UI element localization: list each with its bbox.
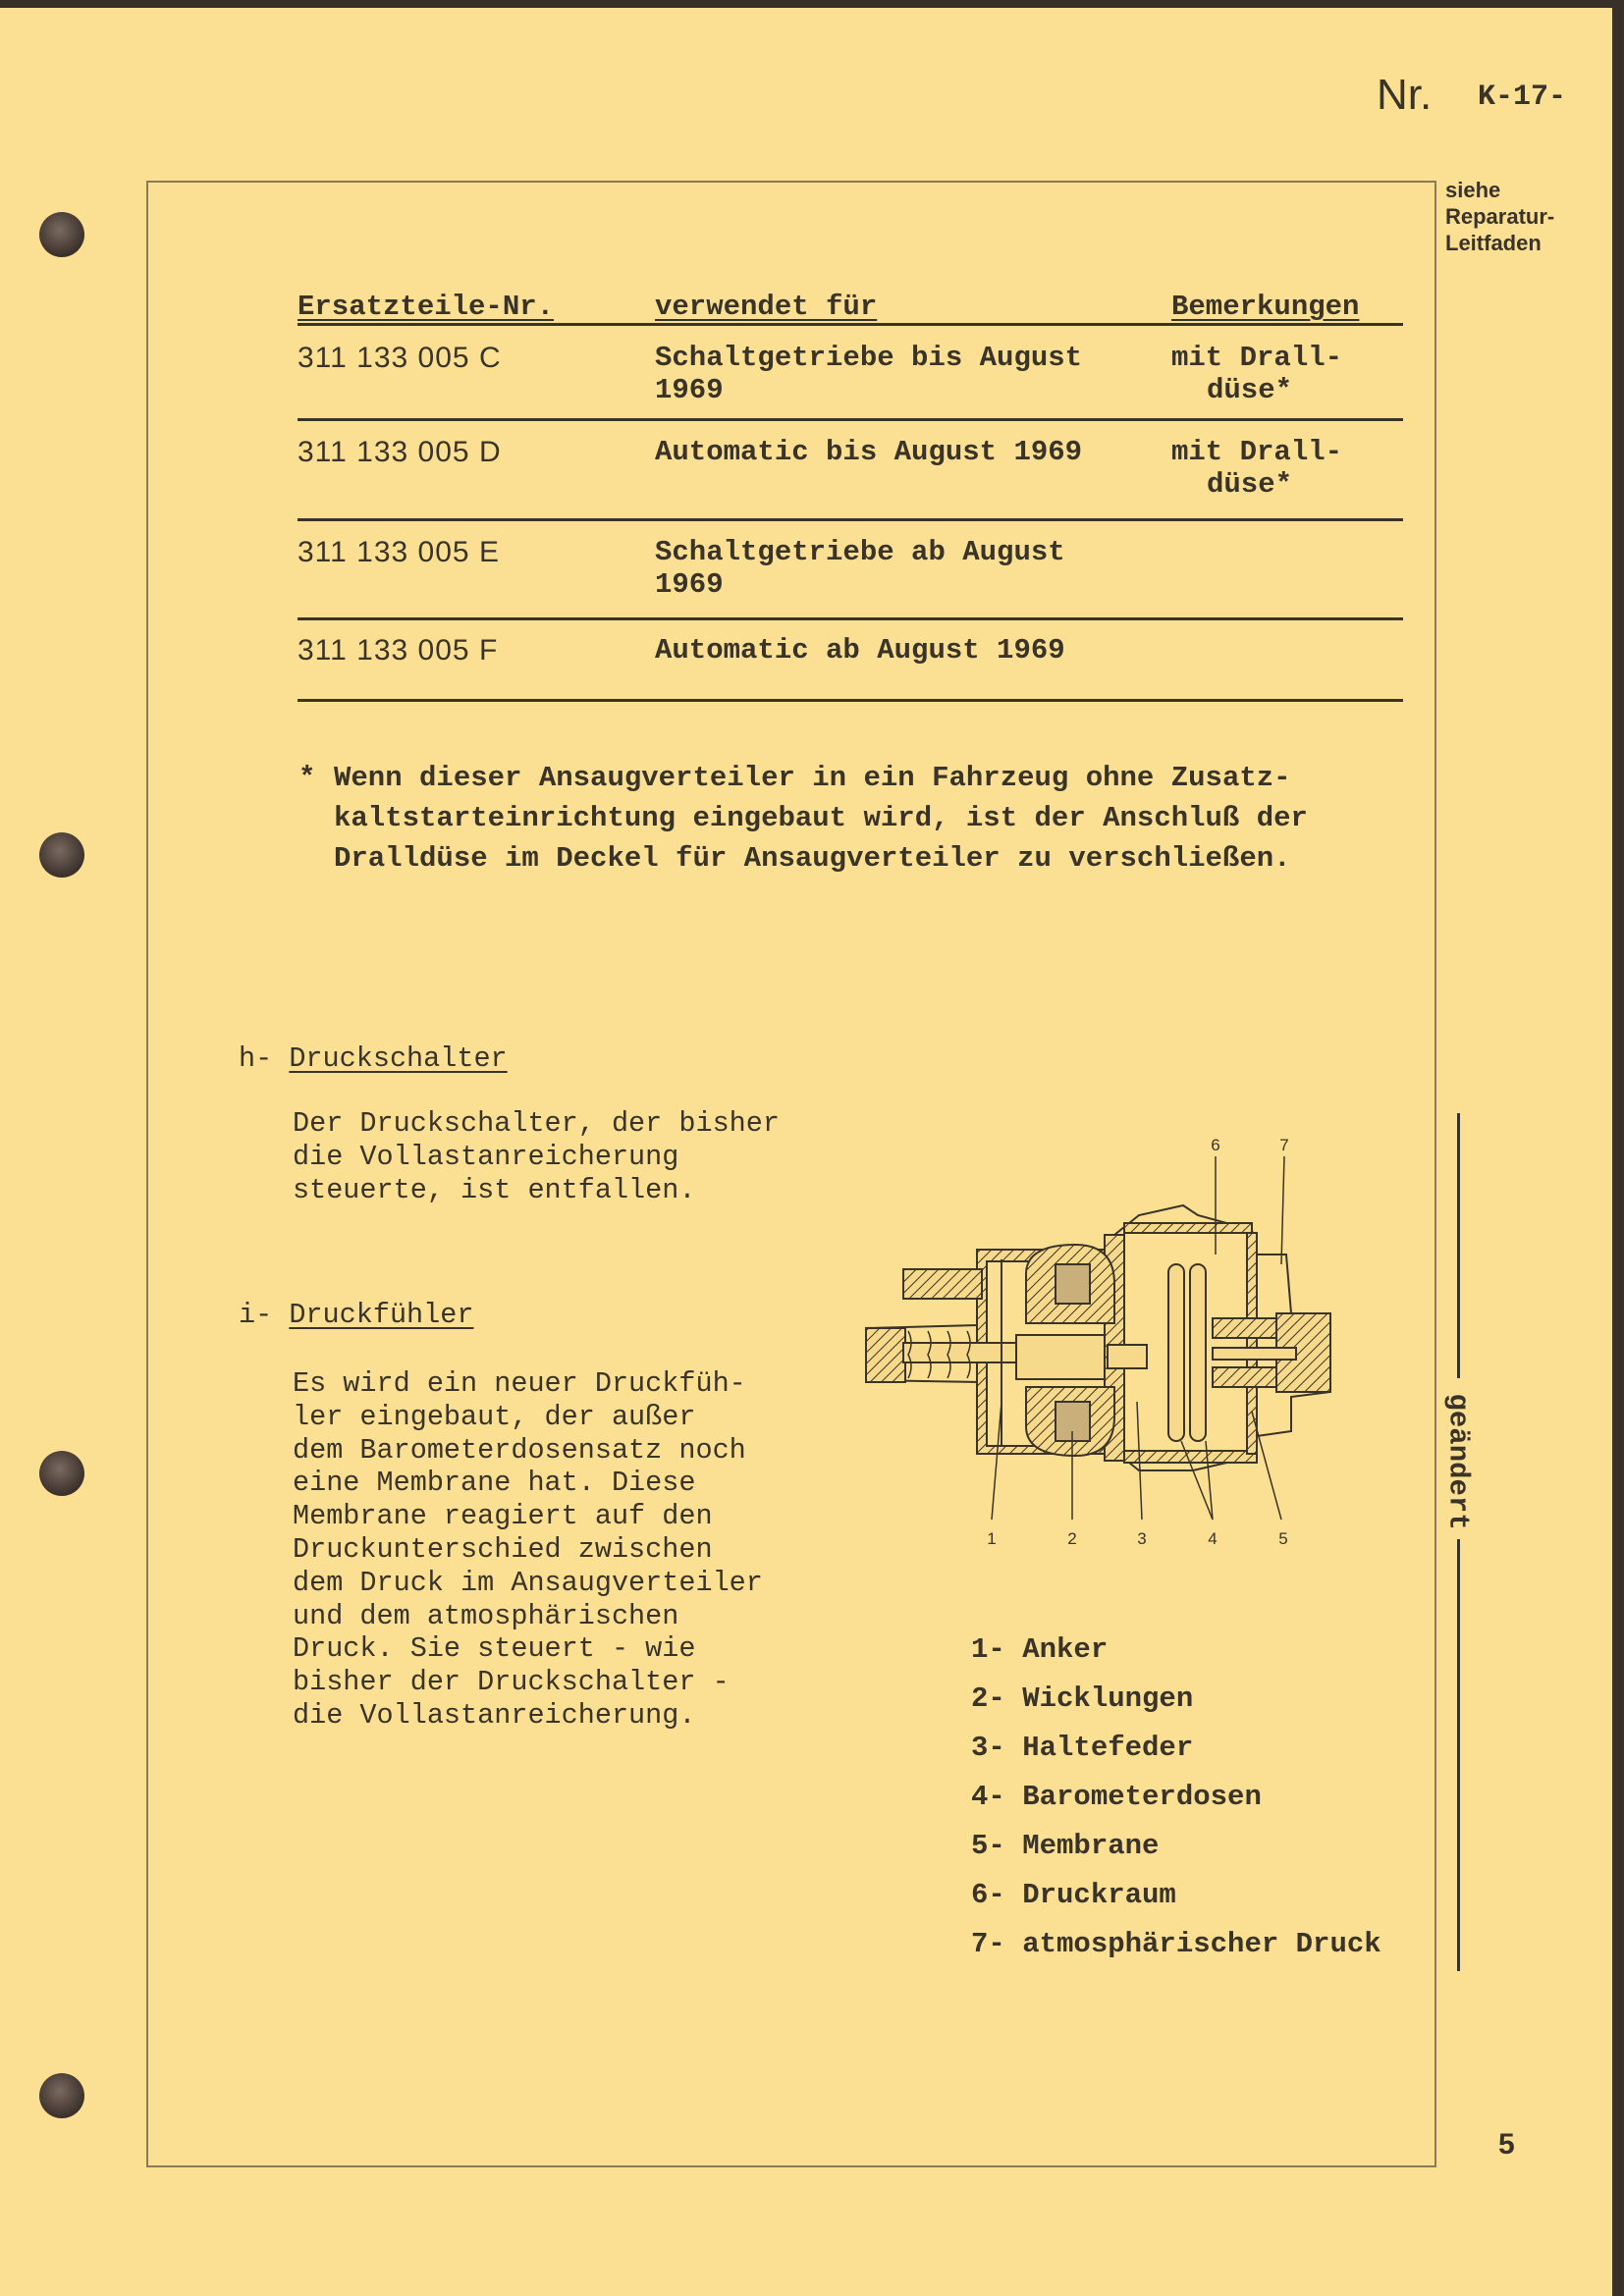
section-title: Druckfühler — [289, 1299, 474, 1331]
footnote-line: Dralldüse im Deckel für Ansaugverteiler zu verschließen. — [334, 842, 1291, 875]
section-i-body — [293, 1367, 763, 1733]
side-note-line: siehe — [1445, 178, 1501, 202]
body-line: dem Barometerdosensatz noch — [293, 1433, 746, 1467]
side-note-line: Reparatur- — [1445, 204, 1555, 229]
divider — [298, 323, 1403, 326]
part-number: 311 133 005 E — [298, 536, 500, 568]
footnote-line: kaltstarteinrichtung eingebaut wird, ist der Anschluß der — [334, 802, 1308, 834]
side-note-line: Leitfaden — [1445, 231, 1542, 255]
body-line: Druckunterschied zwischen — [293, 1532, 713, 1566]
document-number: K-17- — [1478, 80, 1567, 114]
body-line: Membrane reagiert auf den — [293, 1500, 713, 1533]
used-for: Schaltgetriebe ab August — [655, 536, 1065, 568]
side-note — [1445, 177, 1554, 256]
punch-hole — [39, 1451, 84, 1496]
body-line: die Vollastanreicherung — [293, 1140, 679, 1173]
divider — [298, 699, 1403, 702]
body-line: Es wird ein neuer Druckfüh- — [293, 1367, 746, 1400]
body-line: die Vollastanreicherung. — [293, 1698, 696, 1732]
callout-3: 3 — [1137, 1529, 1147, 1548]
part-number: 311 133 005 C — [298, 342, 502, 374]
part-number: 311 133 005 F — [298, 634, 499, 667]
footnote-line: Wenn dieser Ansaugverteiler in ein Fahrzeug ohne Zusatz- — [334, 762, 1291, 794]
used-for: Schaltgetriebe bis August — [655, 342, 1083, 374]
legend-item: 6- Druckraum — [971, 1879, 1176, 1911]
change-bar — [1457, 1113, 1460, 1378]
used-for: Automatic bis August 1969 — [655, 436, 1083, 468]
section-h-body — [293, 1107, 780, 1206]
legend-item: 2- Wicklungen — [971, 1682, 1194, 1715]
section-i-heading — [239, 1299, 473, 1332]
note: düse* — [1207, 374, 1293, 406]
body-line: steuerte, ist entfallen. — [293, 1173, 696, 1206]
legend-item: 3- Haltefeder — [971, 1732, 1194, 1764]
body-line: bisher der Druckschalter - — [293, 1666, 730, 1699]
number-label: Nr. — [1377, 71, 1433, 119]
punch-hole — [39, 832, 84, 878]
margin-note-changed: geändert — [1441, 1393, 1475, 1530]
legend-item: 5- Membrane — [971, 1830, 1160, 1862]
divider — [298, 418, 1403, 421]
column-header-part: Ersatzteile-Nr. — [298, 291, 555, 323]
section-h-heading — [239, 1042, 508, 1076]
divider — [298, 518, 1403, 521]
section-title: Druckschalter — [289, 1042, 508, 1075]
legend-item: 1- Anker — [971, 1633, 1109, 1666]
footnote-marker: * — [298, 762, 316, 794]
callout-6: 6 — [1211, 1136, 1220, 1154]
body-line: ler eingebaut, der außer — [293, 1400, 696, 1433]
section-prefix: h- — [239, 1042, 273, 1075]
callout-2: 2 — [1067, 1529, 1077, 1548]
note: mit Drall- — [1171, 342, 1343, 374]
used-for: 1969 — [655, 374, 724, 406]
callout-4: 4 — [1208, 1529, 1218, 1548]
section-prefix: i- — [239, 1299, 273, 1331]
body-line: Der Druckschalter, der bisher — [293, 1107, 780, 1140]
body-line: eine Membrane hat. Diese — [293, 1467, 696, 1500]
note: mit Drall- — [1171, 436, 1343, 468]
punch-hole — [39, 2073, 84, 2118]
used-for: Automatic ab August 1969 — [655, 634, 1065, 667]
divider — [298, 617, 1403, 620]
page-number: 5 — [1498, 2128, 1515, 2161]
note: düse* — [1207, 468, 1293, 501]
column-header-used: verwendet für — [655, 291, 878, 323]
used-for: 1969 — [655, 568, 724, 601]
callout-5: 5 — [1278, 1529, 1288, 1548]
callout-1: 1 — [987, 1529, 997, 1548]
legend-item: 4- Barometerdosen — [971, 1781, 1262, 1813]
legend-item: 7- atmosphärischer Druck — [971, 1928, 1381, 1960]
callout-7: 7 — [1279, 1136, 1289, 1154]
pressure-sensor-diagram — [844, 1107, 1355, 1569]
punch-hole — [39, 212, 84, 257]
body-line: und dem atmosphärischen — [293, 1599, 679, 1632]
body-line: Druck. Sie steuert - wie — [293, 1632, 696, 1666]
change-bar — [1457, 1539, 1460, 1971]
column-header-notes: Bemerkungen — [1171, 291, 1360, 323]
body-line: dem Druck im Ansaugverteiler — [293, 1566, 763, 1599]
footnote — [298, 758, 1308, 879]
document-page — [0, 8, 1612, 2296]
part-number: 311 133 005 D — [298, 436, 502, 468]
